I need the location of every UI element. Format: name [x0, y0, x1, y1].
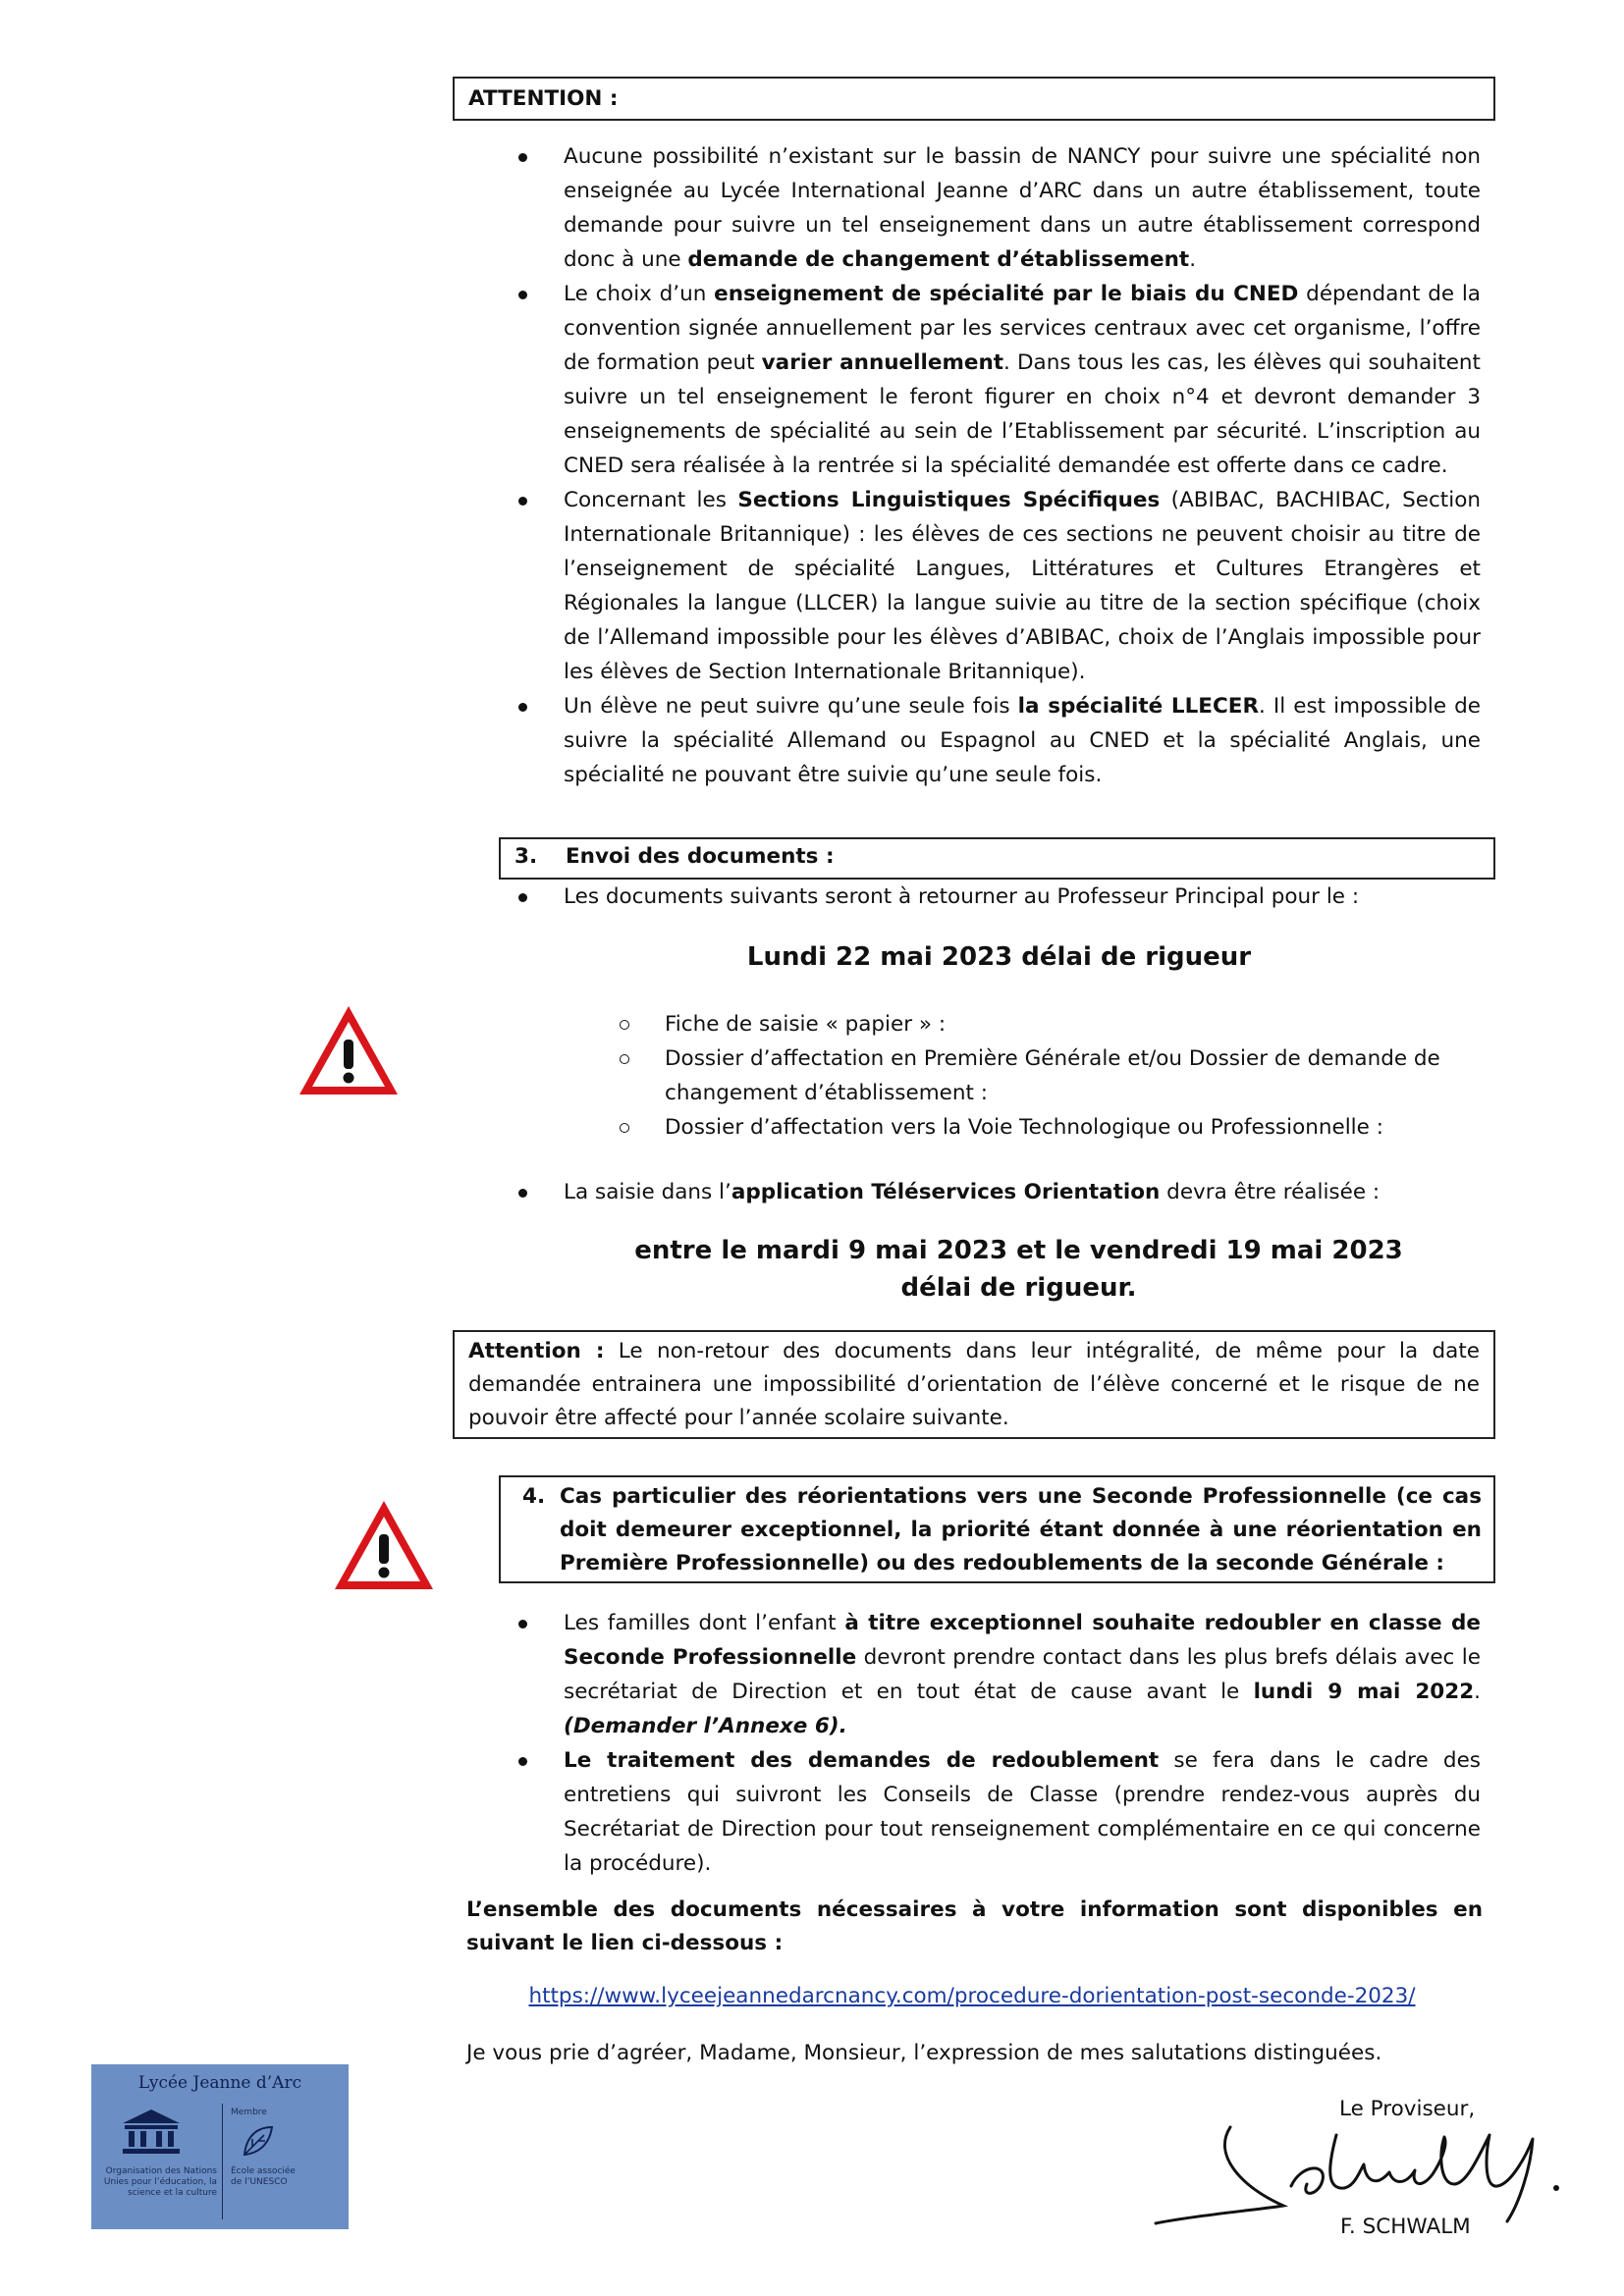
- warning-box: [453, 1330, 1495, 1439]
- logo-member-label: Membre: [231, 2108, 267, 2117]
- list-item: Dossier d’affectation en Première Générale et/ou Dossier de demande de changement d’établissement :: [614, 1041, 1483, 1110]
- section-4-title: Cas particulier des réorientations vers une Seconde Professionnelle (ce cas doit demeurer exceptionnel, la priorité étant donnée à une réorientation en Première Professionnelle) ou des redoublements de la seconde Générale :: [560, 1484, 1482, 1575]
- attention-bullet-list: [530, 139, 1481, 792]
- deadline-paper: Lundi 22 mai 2023 délai de rigueur: [746, 942, 1252, 972]
- warning-label: Attention :: [468, 1339, 605, 1363]
- salutation: Je vous prie d’agréer, Madame, Monsieur, l’expression de mes salutations distinguées.: [466, 2041, 1382, 2065]
- list-item: La saisie dans l’application Téléservices Orientation devra être réalisée :: [530, 1175, 1481, 1209]
- section-4-number: 4.: [522, 1484, 546, 1509]
- documents-info: L’ensemble des documents nécessaires à votre information sont disponibles en suivant le lien ci-dessous :: [466, 1897, 1483, 1955]
- school-logo: [91, 2064, 349, 2229]
- attention-header-box: [453, 77, 1495, 121]
- warning-triangle-icon: [331, 1497, 437, 1593]
- list-item: Le traitement des demandes de redoublement se fera dans le cadre des entretiens qui suivront les Conseils de Classe (prendre rendez-vous auprès du Secrétariat de Direction pour tout renseignement complémentaire en ce qui concerne la procédure).: [530, 1743, 1481, 1881]
- attention-header-title: ATTENTION :: [468, 86, 619, 111]
- section-4-header: [499, 1475, 1495, 1583]
- list-item: Dossier d’affectation vers la Voie Technologique ou Professionnelle :: [614, 1110, 1483, 1145]
- list-item: Concernant les Sections Linguistiques Spécifiques (ABIBAC, BACHIBAC, Section Internationale Britannique) : les élèves de ces sections ne peuvent choisir au titre de l’enseignement de spécialité Langues, Littératures et Cultures Etrangères et Régionales la langue (LLCER) la langue suivie au titre de la section spécifique (choix de l’Allemand impossible pour les élèves d’ABIBAC, choix de l’Anglais impossible pour les élèves de Section Internationale Britannique).: [530, 483, 1481, 689]
- section-3-bullet-1: [530, 880, 1481, 914]
- warning-triangle-icon: [296, 1002, 402, 1098]
- logo-divider: [222, 2104, 223, 2219]
- documents-sub-list: [614, 1007, 1483, 1145]
- unesco-temple-icon: [121, 2108, 182, 2157]
- section-4-bullet-list: [530, 1606, 1481, 1881]
- logo-title: Lycée Jeanne d’Arc: [137, 2073, 302, 2093]
- list-item: Fiche de saisie « papier » :: [614, 1007, 1483, 1041]
- orientation-link[interactable]: https://www.lyceejeannedarcnancy.com/procedure-dorientation-post-seconde-2023/: [528, 1984, 1416, 2008]
- list-item: Aucune possibilité n’existant sur le bassin de NANCY pour suivre une spécialité non enseignée au Lycée International Jeanne d’ARC dans un autre établissement, toute demande pour suivre un tel enseignement dans un autre établissement correspond donc à une demande de changement d’établissement.: [530, 139, 1481, 277]
- signer-name: F. SCHWALM: [1340, 2215, 1471, 2239]
- section-3-bullet-2: [530, 1175, 1481, 1209]
- logo-assoc-text: École associée de l’UNESCO: [231, 2166, 296, 2187]
- section-3-title: Envoi des documents :: [566, 844, 835, 869]
- section-3-header: [499, 837, 1495, 880]
- section-3-number: 3.: [514, 844, 538, 869]
- deadline-teleservices: entre le mardi 9 mai 2023 et le vendredi 19 mai 2023 délai de rigueur.: [634, 1236, 1403, 1303]
- orientation-link-wrap: [461, 1979, 1483, 2013]
- logo-org-text: Organisation des Nations Unies pour l’éducation, la science et la culture: [103, 2166, 217, 2198]
- warning-text: Le non-retour des documents dans leur intégralité, de même pour la date demandée entrainera une impossibilité d’orientation de l’élève concerné et le risque de ne pouvoir être affecté pour l’année scolaire suivante.: [468, 1339, 1480, 1430]
- list-item: Le choix d’un enseignement de spécialité par le biais du CNED dépendant de la convention signée annuellement par les services centraux avec cet organisme, l’offre de formation peut varier annuellement. Dans tous les cas, les élèves qui souhaitent suivre un tel enseignement le feront figurer en choix n°4 et devront demander 3 enseignements de spécialité au sein de l’Etablissement par sécurité. L’inscription au CNED sera réalisée à la rentrée si la spécialité demandée est offerte dans ce cadre.: [530, 277, 1481, 483]
- leaf-emblem-icon: [239, 2121, 278, 2161]
- list-item: Les familles dont l’enfant à titre exceptionnel souhaite redoubler en classe de Seconde Professionnelle devront prendre contact dans les plus brefs délais avec le secrétariat de Direction et en tout état de cause avant le lundi 9 mai 2022. (Demander l’Annexe 6).: [530, 1606, 1481, 1743]
- list-item: Un élève ne peut suivre qu’une seule fois la spécialité LLECER. Il est impossible de suivre la spécialité Allemand ou Espagnol au CNED et la spécialité Anglais, une spécialité ne pouvant être suivie qu’une seule fois.: [530, 689, 1481, 792]
- signer-title: Le Proviseur,: [1339, 2097, 1476, 2121]
- list-item: Les documents suivants seront à retourner au Professeur Principal pour le :: [530, 880, 1481, 914]
